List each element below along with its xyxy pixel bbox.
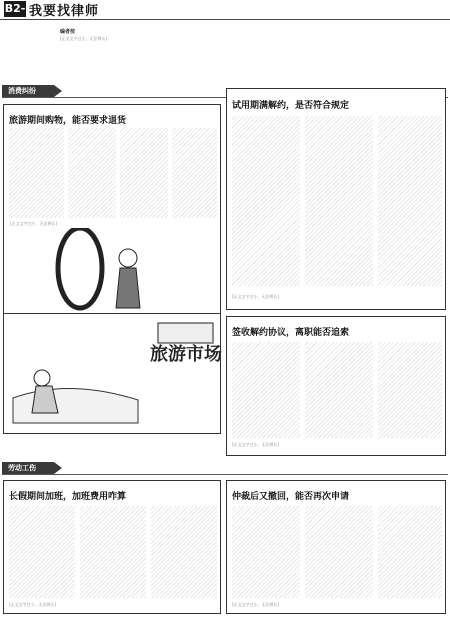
article-body-2c: [378, 116, 442, 286]
market-text: 旅游市场: [150, 344, 222, 365]
article-title-1: 旅游期间购物，能否要求退货: [9, 116, 127, 126]
article-body-2a: [232, 116, 300, 286]
figure-body: [116, 268, 140, 308]
article-body-3c: [378, 342, 442, 438]
article-body-1d: [172, 128, 217, 218]
article-body-2b: [305, 116, 373, 286]
intro-unreadable-note: [正文文字过小，无法辨认]: [60, 36, 108, 41]
intro-heading: 编者按: [60, 29, 76, 35]
article-body-4c: [151, 506, 217, 598]
article-note-5: [正文文字过小，无法辨认]: [232, 602, 280, 607]
article-title-3: 签收解约协议，离职能否追索: [232, 328, 350, 338]
article-body-4b: [80, 506, 146, 598]
section-divider-2: [2, 474, 448, 475]
article-body-1c: [120, 128, 168, 218]
article-body-5b: [305, 506, 373, 598]
gate-ring: [58, 228, 102, 308]
article-box-1-bottom: [3, 314, 221, 434]
article-note-3: [正文文字过小，无法辨认]: [232, 442, 280, 447]
article-body-5a: [232, 506, 300, 598]
article-title-2: 试用期满解约，是否符合规定: [232, 101, 350, 111]
article-body-1a: [9, 128, 64, 218]
intro-body: [60, 36, 396, 43]
section-tab-consumer: 消费纠纷: [2, 85, 54, 97]
article-note-2: [正文文字过小，无法辨认]: [232, 294, 280, 299]
article-body-4a: [9, 506, 75, 598]
figure-head: [119, 249, 137, 267]
article-body-5c: [378, 506, 442, 598]
article-body-1b: [68, 128, 116, 218]
article-note-4: [正文文字过小，无法辨认]: [9, 602, 57, 607]
article-title-5: 仲裁后又撤回，能否再次申请: [232, 492, 350, 502]
section-tab-labor: 劳动工伤: [2, 462, 54, 474]
article-title-4: 长假期间加班，加班费用咋算: [9, 492, 127, 502]
article-body-3b: [305, 342, 373, 438]
article-body-3a: [232, 342, 300, 438]
page-title: 我要找律师: [29, 4, 100, 19]
article-note-1: [正文文字过小，无法辨认]: [10, 221, 58, 226]
page-number: B2-3: [4, 2, 26, 31]
